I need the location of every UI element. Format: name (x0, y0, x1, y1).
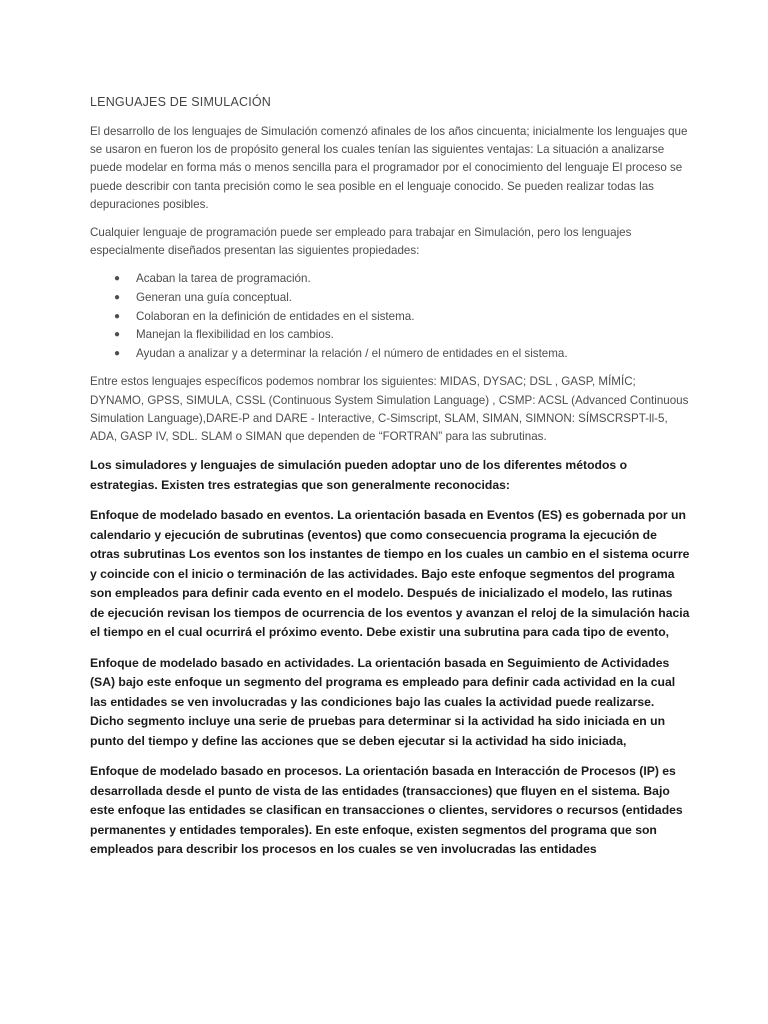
languages-paragraph: Entre estos lenguajes específicos podemos nombrar los siguientes: MIDAS, DYSAC; DSL , GASP, MÍMÍC; DYNAMO, GPSS, SIMULA, CSSL (Continuous System Simulation Language) , CSMP: ACSL (Advanced Continuous Simulation Language),DARE-P and DARE - Interactive, C-Simscript, SLAM, SIMAN, SIMNON: SÍMSCRSPT-ll-5, ADA, GASP IV, SDL. SLAM o SIMAN que dependen de “FORTRAN” para las subrutinas. (90, 375, 689, 443)
list-item (90, 326, 690, 345)
list-item-text: Ayudan a analizar y a determinar la relación / el número de entidades en el sistema. (136, 346, 568, 360)
list-item-text: Acaban la tarea de programación. (136, 272, 311, 286)
list-item (90, 308, 690, 327)
properties-intro-paragraph: Cualquier lenguaje de programación puede ser empleado para trabajar en Simulación, pero los lenguajes especialmente diseñados presentan las siguientes propiedades: (90, 226, 632, 258)
list-item-text: Manejan la flexibilidad en los cambios. (136, 328, 334, 342)
list-item (90, 289, 690, 308)
document-title: LENGUAJES DE SIMULACIÓN (90, 95, 272, 109)
properties-list (90, 270, 690, 363)
bullet-icon: ● (114, 347, 121, 359)
intro-paragraph: El desarrollo de los lenguajes de Simulación comenzó afinales de los años cincuenta; inicialmente los lenguajes que se usaron en fueron los de propósito general los cuales tenían las siguientes ventajas: La situación a analizarse puede modelar en forma más o menos sencilla para el programador por el conocimiento del lenguaje El proceso se puede describir con tanta precisión como le sea posible en el lenguaje conocido. Se pueden realizar todas las depuraciones posibles. (90, 125, 688, 211)
list-item-text: Generan una guía conceptual. (136, 291, 292, 305)
bullet-icon: ● (114, 292, 121, 304)
strategies-intro-paragraph: Los simuladores y lenguajes de simulación pueden adoptar uno de los diferentes métodos o estrategias. Existen tres estrategias que son generalmente reconocidas: (90, 458, 628, 492)
document-page (90, 94, 690, 871)
list-item (90, 345, 690, 364)
events-approach-paragraph: Enfoque de modelado basado en eventos. La orientación basada en Eventos (ES) es gobernada por un calendario y ejecución de subrutinas (eventos) que como consecuencia programa la ejecución de otras subrutinas Los eventos son los instantes de tiempo en los cuales un cambio en el sistema ocurre y coincide con el inicio o terminación de las actividades. Bajo este enfoque segmentos del programa son empleados para definir cada evento en el modelo. Después de inicializado el modelo, las rutinas de ejecución revisan los tiempos de ocurrencia de los eventos y avanzan el reloj de la simulación hacia el tiempo en el cual ocurrirá el próximo evento. Debe existir una subrutina para cada tipo de evento, (90, 508, 690, 640)
bullet-icon: ● (114, 310, 121, 322)
list-item-text: Colaboran en la definición de entidades en el sistema. (136, 309, 415, 323)
list-item (90, 270, 690, 289)
bullet-icon: ● (114, 329, 121, 341)
bullet-icon: ● (114, 273, 121, 285)
activities-approach-paragraph: Enfoque de modelado basado en actividades. La orientación basada en Seguimiento de Actividades (SA) bajo este enfoque un segmento del programa es empleado para definir cada actividad en la cual las entidades se ven involucradas y las condiciones bajo las cuales la actividad puede realizarse. Dicho segmento incluye una serie de pruebas para determinar si la actividad ha sido iniciada en un punto del tiempo y define las acciones que se deben ejecutar si la actividad ha sido iniciada, (90, 655, 676, 748)
processes-approach-paragraph: Enfoque de modelado basado en procesos. La orientación basada en Interacción de Procesos (IP) es desarrollada desde el punto de vista de las entidades (transacciones) que fluyen en el sistema. Bajo este enfoque las entidades se clasifican en transacciones o clientes, servidores o recursos (entidades permanentes y entidades temporales). En este enfoque, existen segmentos del programa que son empleados para describir los procesos en los cuales se ven involucradas las entidades (90, 764, 683, 857)
